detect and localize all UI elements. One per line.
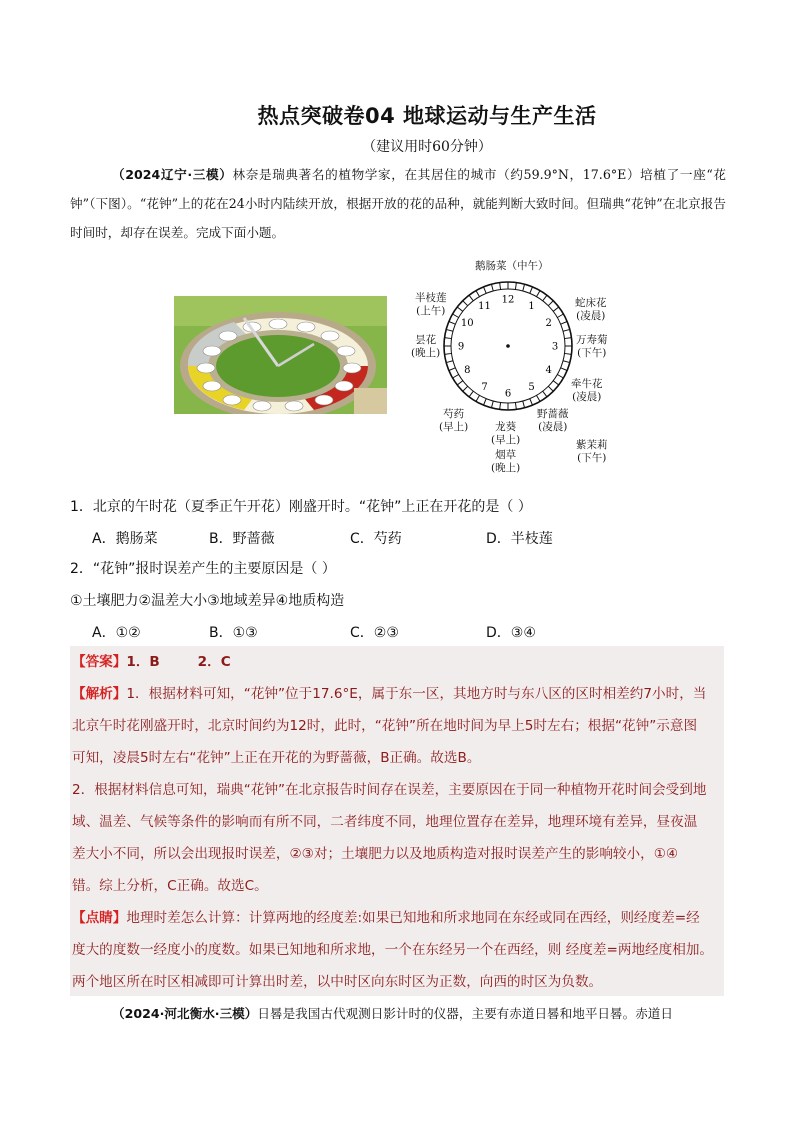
clock-tick bbox=[537, 291, 541, 297]
clock-tick bbox=[484, 287, 487, 293]
clock-tick bbox=[523, 401, 525, 408]
clock-tick bbox=[543, 295, 547, 301]
clock-tick bbox=[548, 301, 553, 306]
label-echangcai: 鹅肠菜（中午） bbox=[475, 260, 549, 272]
clock-tick bbox=[491, 284, 493, 291]
q1-option-c[interactable]: C．芍药 bbox=[350, 531, 402, 547]
clock-tick bbox=[445, 353, 452, 354]
analysis-line-7: 错。综上分析，C正确。故选C。 bbox=[72, 878, 268, 894]
clock-tick bbox=[476, 395, 480, 401]
clock-tick bbox=[449, 322, 455, 325]
label-banzhilian: 半枝莲 (上午) bbox=[415, 292, 447, 317]
clock-tick bbox=[530, 399, 533, 405]
label-qianniuhua: 牵牛花 (凌晨) bbox=[571, 378, 603, 403]
analysis-line-6: 差大小不同，所以会出现报时误差，②③对；土壤肥力以及地质构造对报时误差产生的影响较小，①④ bbox=[72, 846, 679, 862]
clock-tick bbox=[500, 283, 501, 290]
clock-tick bbox=[553, 307, 559, 311]
q1-option-b[interactable]: B．野蔷薇 bbox=[209, 531, 275, 547]
clock-tick bbox=[515, 403, 516, 410]
label-yeqiangwei: 野蔷薇 (凌晨) bbox=[537, 408, 569, 433]
clock-tick bbox=[553, 381, 559, 385]
question-2-stem: 2．“花钟”报时误差产生的主要原因是（ ） bbox=[70, 561, 336, 577]
clock-number: 3 bbox=[551, 341, 559, 353]
clock-number: 9 bbox=[457, 341, 465, 353]
q2-option-d[interactable]: D．③④ bbox=[486, 625, 536, 641]
clock-number: 4 bbox=[545, 365, 552, 376]
clock-number: 12 bbox=[501, 294, 515, 306]
clock-number: 8 bbox=[464, 365, 471, 376]
clock-tick bbox=[491, 401, 493, 408]
next-intro-source: （2024·河北衡水·三模） bbox=[112, 1006, 258, 1021]
q2-option-c[interactable]: C．②③ bbox=[350, 625, 399, 641]
clock-tick bbox=[561, 368, 567, 371]
intro-paragraph bbox=[70, 160, 726, 247]
analysis-line-2: 北京午时花刚盛开时，北京时间约为12时，此时，“花钟”所在地时间为早上5时左右；根据“花钟”示意图 bbox=[72, 718, 698, 734]
label-tanhua: 昙花 (晚上) bbox=[411, 334, 441, 359]
intro-text: 林奈是瑞典著名的植物学家，在其居住的城市（约59.9°N，17.6°E）培植了一座“花钟”（下图）。“花钟”上的花在24小时内陆续开放，根据开放的花的品种，就能判断大致时间。但瑞典“花钟”在北京报告时间时，却存在误差。完成下面小题。 bbox=[70, 167, 727, 240]
q2-option-a[interactable]: A．①② bbox=[92, 625, 141, 641]
intro-source: （2024辽宁·三模） bbox=[112, 167, 233, 182]
q1-option-d[interactable]: D．半枝莲 bbox=[486, 531, 553, 547]
clock-tick bbox=[453, 375, 459, 379]
analysis-line-4: 2．根据材料信息可知，瑞典“花钟”在北京报告时间存在误差，主要原因在于同一种植物开花时间会受到地 bbox=[72, 782, 707, 798]
tips-line-2: 度大的度数一经度小的度数。如果已知地和所求地，一个在东经另一个在西经，则 经度差=两地经度相加。 bbox=[72, 942, 714, 958]
q1-option-a[interactable]: A．鹅肠菜 bbox=[92, 531, 158, 547]
clock-number: 2 bbox=[545, 318, 552, 329]
clock-number: 5 bbox=[528, 382, 535, 394]
label-yancao: 烟草 (晚上) bbox=[491, 449, 521, 474]
analysis-line-5: 域、温差、气候等条件的影响而有所不同，二者纬度不同，地理位置存在差异，地理环境有差异，昼夜温 bbox=[72, 814, 698, 830]
clock-tick bbox=[565, 353, 572, 354]
clock-tick bbox=[565, 338, 572, 339]
suggested-time: （建议用时60分钟） bbox=[362, 139, 492, 155]
clock-tick bbox=[500, 403, 501, 410]
clock-tick bbox=[457, 381, 463, 385]
clock-tick bbox=[557, 314, 563, 318]
clock-number: 1 bbox=[528, 300, 535, 312]
question-2-statements: ①土壤肥力②温差大小③地域差异④地质构造 bbox=[70, 593, 345, 609]
answer-text: 1．B 2．C bbox=[126, 654, 231, 670]
answer-line bbox=[72, 654, 724, 671]
tips-line-3: 两个地区所在时区相减即可计算出时差，以中时区向东时区为正数，向西的时区为负数。 bbox=[72, 974, 603, 990]
clock-tick bbox=[523, 284, 525, 291]
clock-tick bbox=[446, 329, 453, 331]
clock-tick bbox=[476, 291, 480, 297]
clock-tick bbox=[563, 329, 570, 331]
clock-number: 6 bbox=[504, 388, 512, 400]
clock-tick bbox=[484, 399, 487, 405]
clock-tick bbox=[457, 307, 463, 311]
tips-line-1: 【点睛】地理时差怎么计算：计算两地的经度差:如果已知地和所求地同在东经或同在西经，则经度差=经 bbox=[72, 910, 700, 926]
clock-tick bbox=[543, 391, 547, 397]
next-intro-text: 日晷是我国古代观测日影计时的仪器，主要有赤道日晷和地平日晷。赤道日 bbox=[257, 1006, 673, 1021]
clock-number: 11 bbox=[478, 300, 491, 312]
clock-number: 10 bbox=[460, 318, 474, 329]
clock-tick bbox=[449, 368, 455, 371]
clock-number: 7 bbox=[481, 382, 488, 394]
label-wanshouju: 万寿菊 (下午) bbox=[576, 334, 608, 359]
label-shechuanghua: 蛇床花 (凌晨) bbox=[575, 297, 607, 322]
flower-clock-photo bbox=[174, 296, 387, 414]
page-title: 热点突破卷04 地球运动与生产生活 bbox=[257, 104, 597, 128]
clock-tick bbox=[446, 361, 453, 363]
analysis-line-1: 【解析】1．根据材料可知，“花钟”位于17.6°E，属于东一区，其地方时与东八区的区时相差约7小时，当 bbox=[72, 686, 707, 702]
clock-tick bbox=[563, 361, 570, 363]
clock-tick bbox=[469, 295, 473, 301]
clock-tick bbox=[453, 314, 459, 318]
question-1-stem: 1．北京的午时花（夏季正午开花）刚盛开时。“花钟”上正在开花的是（ ） bbox=[70, 499, 532, 515]
clock-tick bbox=[537, 395, 541, 401]
label-zimoli: 紫茉莉 (下午) bbox=[576, 439, 608, 464]
clock-tick bbox=[515, 283, 516, 290]
label-longkui: 龙葵 (早上) bbox=[491, 421, 521, 446]
label-shaoyao: 芍药 (早上) bbox=[439, 408, 469, 433]
answer-tag: 【答案】 bbox=[72, 654, 127, 670]
clock-tick bbox=[463, 301, 468, 306]
analysis-line-3: 可知，凌晨5时左右“花钟”上正在开花的为野蔷薇，B正确。故选B。 bbox=[72, 750, 481, 766]
analysis-tag: 【解析】 bbox=[72, 686, 127, 702]
flower-clock-diagram bbox=[405, 255, 620, 475]
flower-clock-photo-drawing bbox=[174, 296, 387, 414]
clock-tick bbox=[469, 391, 473, 397]
clock-tick bbox=[530, 287, 533, 293]
q2-option-b[interactable]: B．①③ bbox=[209, 625, 258, 641]
clock-tick bbox=[548, 386, 553, 391]
clock-tick bbox=[561, 322, 567, 325]
next-intro-paragraph bbox=[70, 1003, 726, 1022]
clock-tick bbox=[463, 386, 468, 391]
clock-tick bbox=[445, 338, 452, 339]
clock-tick bbox=[557, 375, 563, 379]
tips-tag: 【点睛】 bbox=[72, 910, 127, 926]
